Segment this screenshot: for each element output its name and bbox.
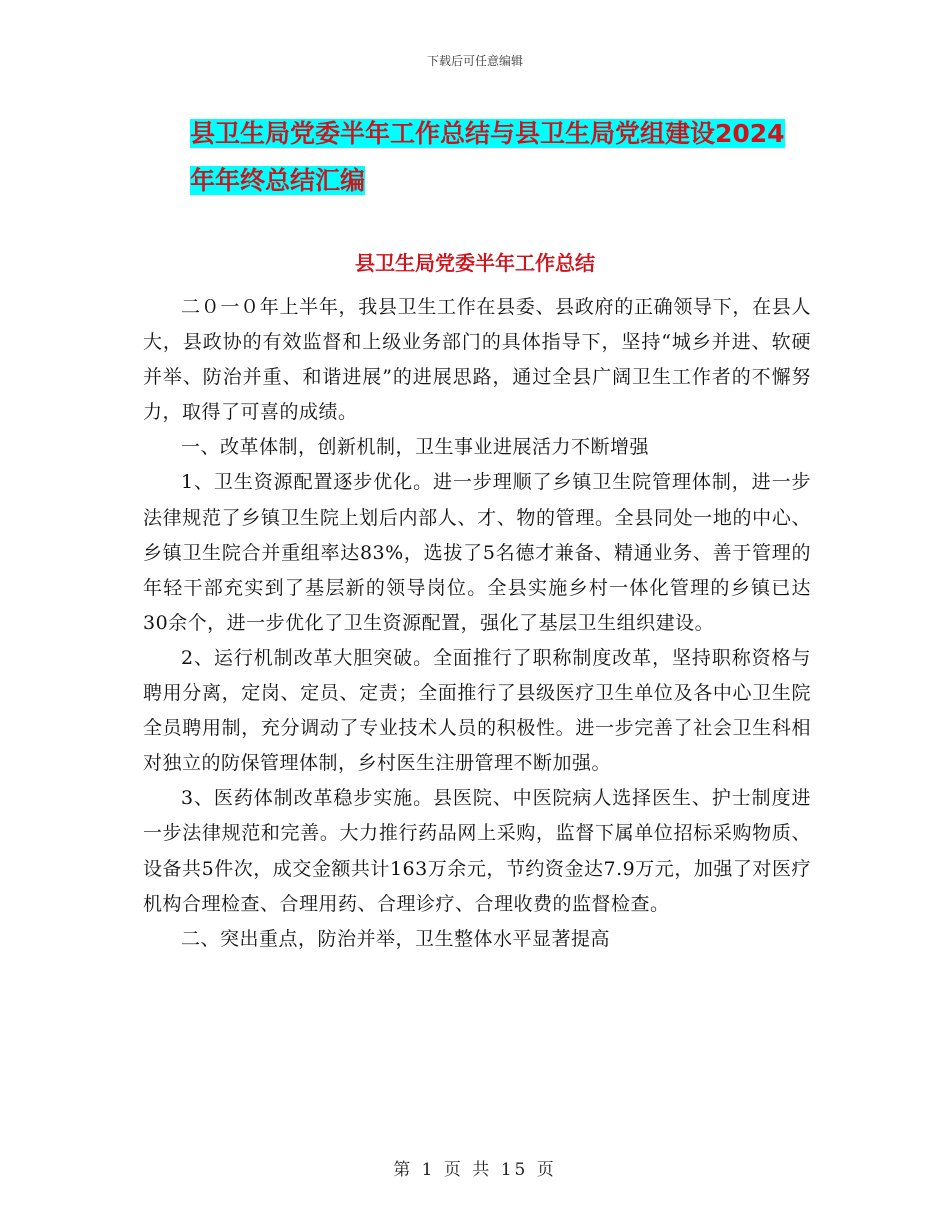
document-title-line-2: 年年终总结汇编 (190, 166, 366, 195)
paragraph: 二、突出重点，防治并举，卫生整体水平显著提高 (181, 927, 611, 950)
paragraph: 一、改革体制，创新机制，卫生事业进展活力不断增强 (181, 436, 650, 459)
body-text (143, 290, 811, 957)
header-note: 下载后可任意编辑 (426, 54, 523, 68)
paragraph: 1、卫生资源配置逐步优化。进一步理顺了乡镇卫生院管理体制，进一步法律规范了乡镇卫生院上划后内部人、才、物的管理。全县同处一地的中心、乡镇卫生院合并重组率达83%，选拔了5名德才兼备、精通业务、善于管理的年轻干部充实到了基层新的领导岗位。全县实施乡村一体化管理的乡镇已达30余个，进一步优化了卫生资源配置，强化了基层卫生组织建设。 (143, 471, 811, 634)
paragraph: 3、医药体制改革稳步实施。县医院、中医院病人选择医生、护士制度进一步法律规范和完善。大力推行药品网上采购，监督下属单位招标采购物质、设备共5件次，成交金额共计163万余元，节约资金达7.9万元，加强了对医疗机构合理检查、合理用药、合理诊疗、合理收费的监督检查。 (143, 787, 811, 915)
page-footer: 第 1 页 共 15 页 (393, 1160, 557, 1180)
paragraph: 二０一０年上半年，我县卫生工作在县委、县政府的正确领导下，在县人大，县政协的有效监督和上级业务部门的具体指导下，坚持“城乡并进、软硬并举、防治并重、和谐进展”的进展思路，通过全县广阔卫生工作者的不懈努力，取得了可喜的成绩。 (143, 296, 811, 424)
document-title-line-1: 县卫生局党委半年工作总结与县卫生局党组建设2024 (190, 119, 785, 148)
section-title: 县卫生局党委半年工作总结 (355, 251, 595, 275)
paragraph: 2、运行机制改革大胆突破。全面推行了职称制度改革，坚持职称资格与聘用分离，定岗、定员、定责；全面推行了县级医疗卫生单位及各中心卫生院全员聘用制，充分调动了专业技术人员的积极性。进一步完善了社会卫生科相对独立的防保管理体制，乡村医生注册管理不断加强。 (143, 646, 811, 775)
document-title (190, 110, 810, 204)
